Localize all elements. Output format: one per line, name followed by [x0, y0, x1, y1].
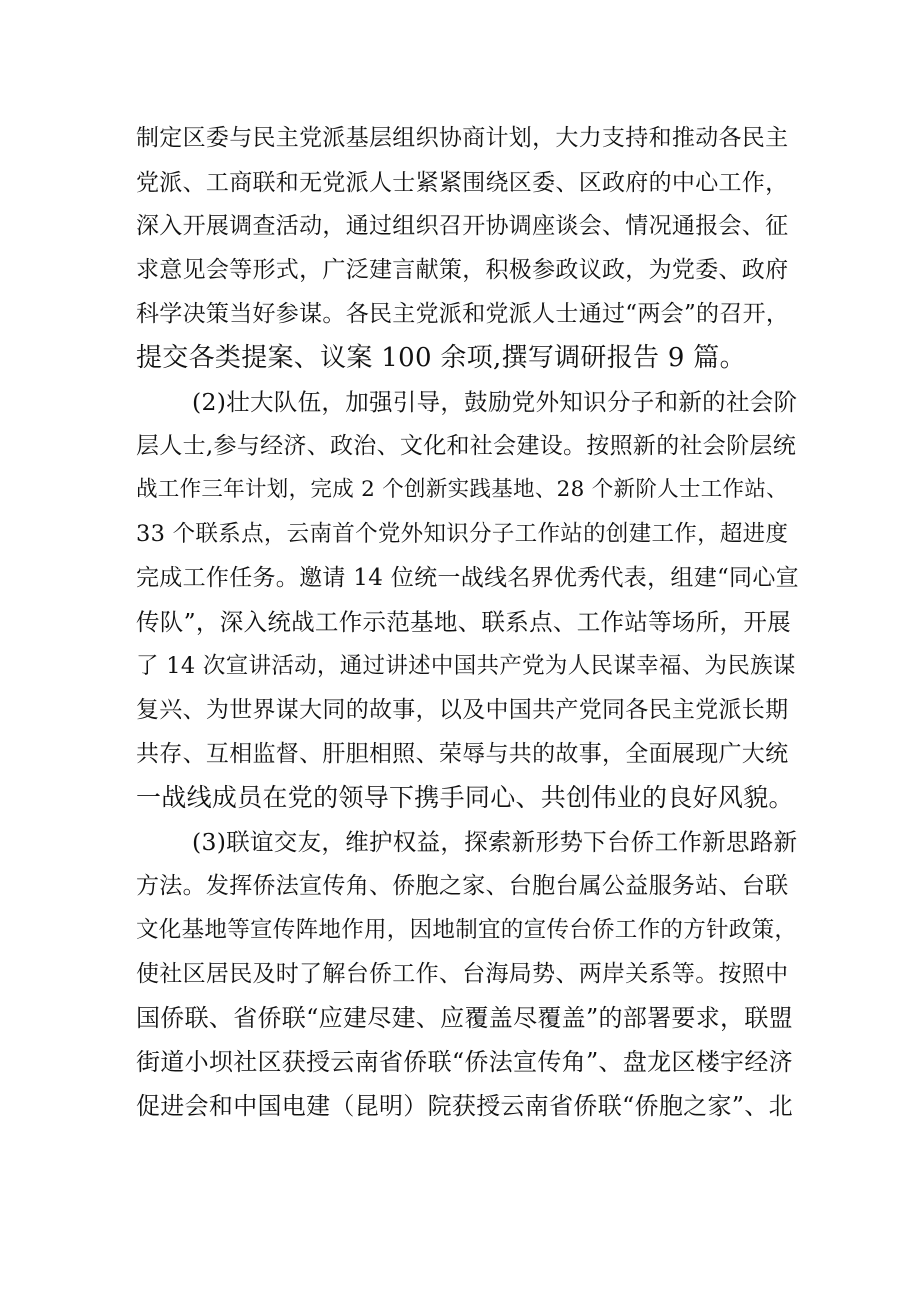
text-line: 科学决策当好参谋。各民主党派和党派人士通过“两会”的召开，: [136, 301, 790, 327]
text-line: 文化基地等宣传阵地作用，因地制宜的宣传台侨工作的方针政策，: [136, 917, 798, 943]
text-line: 求意见会等形式，广泛建言献策，积极参政议政，为党委、政府: [136, 257, 789, 283]
text-line: (3)联谊交友，维护权益，探索新形势下台侨工作新思路新: [192, 828, 798, 856]
text-line: 33 个联系点，云南首个党外知识分子工作站的创建工作，超进度: [136, 521, 789, 547]
text-line: 方法。发挥侨法宣传角、侨胞之家、台胞台属公益服务站、台联: [136, 873, 789, 899]
text-line: 促进会和中国电建（昆明）院获授云南省侨联“侨胞之家”、北: [136, 1092, 793, 1120]
text-line: 街道小坝社区获授云南省侨联“侨法宣传角”、盘龙区楼宇经济: [136, 1048, 793, 1076]
text-line: 了 14 次宣讲活动，通过讲述中国共产党为人民谋幸福、为民族谋: [136, 653, 796, 679]
text-line: 深入开展调查活动，通过组织召开协调座谈会、情况通报会、征: [136, 213, 789, 239]
text-line: 完成工作任务。邀请 14 位统一战线名界优秀代表，组建“同心宣: [136, 565, 799, 591]
text-line: 制定区委与民主党派基层组织协商计划，大力支持和推动各民主: [136, 125, 789, 151]
text-line: 使社区居民及时了解台侨工作、台海局势、两岸关系等。按照中: [136, 961, 789, 987]
text-line: 党派、工商联和无党派人士紧紧围绕区委、区政府的中心工作，: [136, 170, 789, 196]
text-line: 层人士,参与经济、政治、文化和社会建设。按照新的社会阶层统: [136, 433, 797, 459]
text-line: 提交各类提案、议案 100 余项,撰写调研报告 9 篇。: [136, 343, 746, 373]
text-line: 战工作三年计划，完成 2 个创新实践基地、28 个新阶人士工作站、: [136, 477, 788, 502]
text-line: (2)壮大队伍，加强引导，鼓励党外知识分子和新的社会阶: [192, 388, 798, 416]
text-line: 共存、互相监督、肝胆相照、荣辱与共的故事，全面展现广大统: [136, 741, 789, 767]
text-line: 复兴、为世界谋大同的故事，以及中国共产党同各民主党派长期: [136, 697, 789, 723]
text-line: 一战线成员在党的领导下携手同心、共创伟业的良好风貌。: [136, 783, 794, 812]
text-line: 传队”，深入统战工作示范基地、联系点、工作站等场所，开展: [136, 608, 791, 636]
text-line: 国侨联、省侨联“应建尽建、应覆盖尽覆盖”的部署要求，联盟: [136, 1004, 793, 1032]
